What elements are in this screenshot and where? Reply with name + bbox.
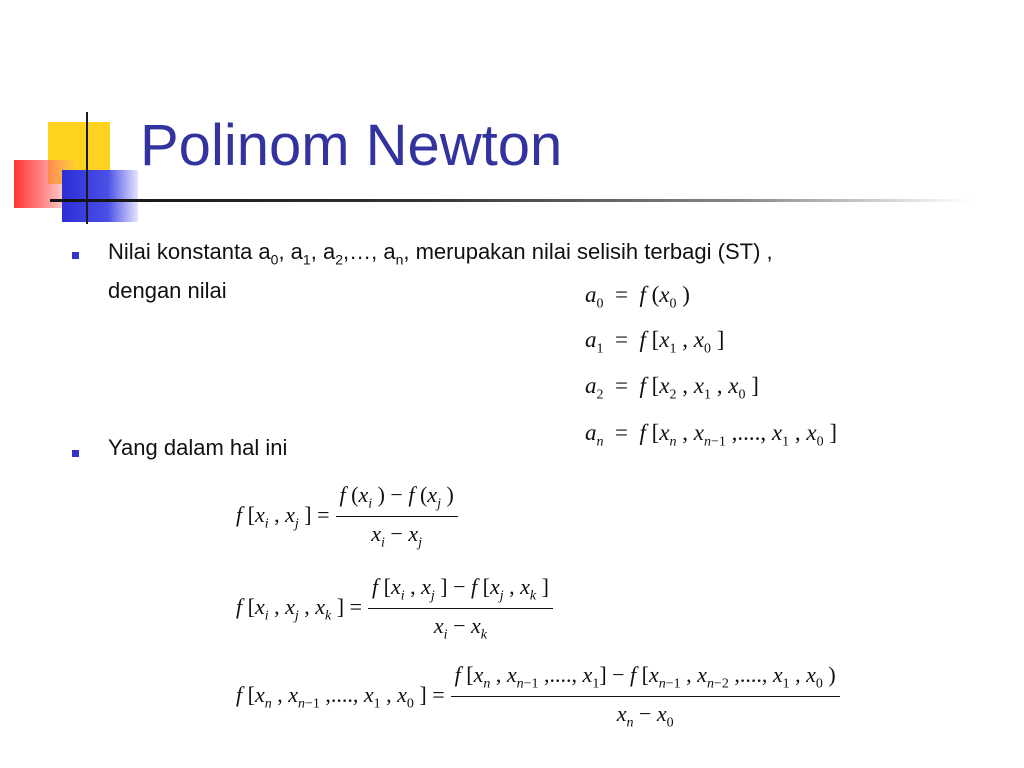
slide-title: Polinom Newton: [140, 113, 563, 178]
equation-a0: $a_0 = f$ ($x_0$ ): [585, 282, 690, 312]
equation-a2: $a_2 = f$ [$x_2$ , $x_1$ , $x_0$ ]: [585, 373, 759, 403]
bullet-marker: [72, 252, 79, 259]
bullet-text-2: Yang dalam hal ini: [108, 435, 288, 460]
title-underline: [50, 199, 970, 202]
formula-nth-divided-difference: f [$x_n$ , $x_{n-1}$ ,...., $x_1$ , $x_0$ ] = $\frac{f [x_n , x_{n-1} ,...., x_1] - f [x_{n-1} , x_{n-2} ,...., x_1 , x_0 )}{x_n - x_0}$: [236, 662, 840, 732]
bullet-text-1: Nilai konstanta $a_0$, $a_1$, $a_2,\dots$, $a_n$, merupakan nilai selisih terbagi (ST) , dengan nilai: [108, 239, 773, 304]
equation-a1: $a_1 = f$ [$x_1$ , $x_0$ ]: [585, 327, 725, 357]
equation-an: $a_n = f$ [$x_n$ , $x_{n-1}$ ,...., $x_1$ , $x_0$ ]: [585, 420, 837, 450]
decor-blue-square: [62, 170, 138, 222]
bullet-marker: [72, 450, 79, 457]
formula-second-divided-difference: f [$x_i$ , $x_j$ , $x_k$ ] = $\frac{f [x_i , x_j ] - f [x_j , x_k ]}{x_i - x_k}$: [236, 574, 553, 644]
formula-first-divided-difference: f [$x_i$ , $x_j$ ] = $\frac{f (x_i ) - f (x_j )}{x_i - x_j}$: [236, 482, 458, 552]
decor-vertical-line: [86, 112, 88, 224]
